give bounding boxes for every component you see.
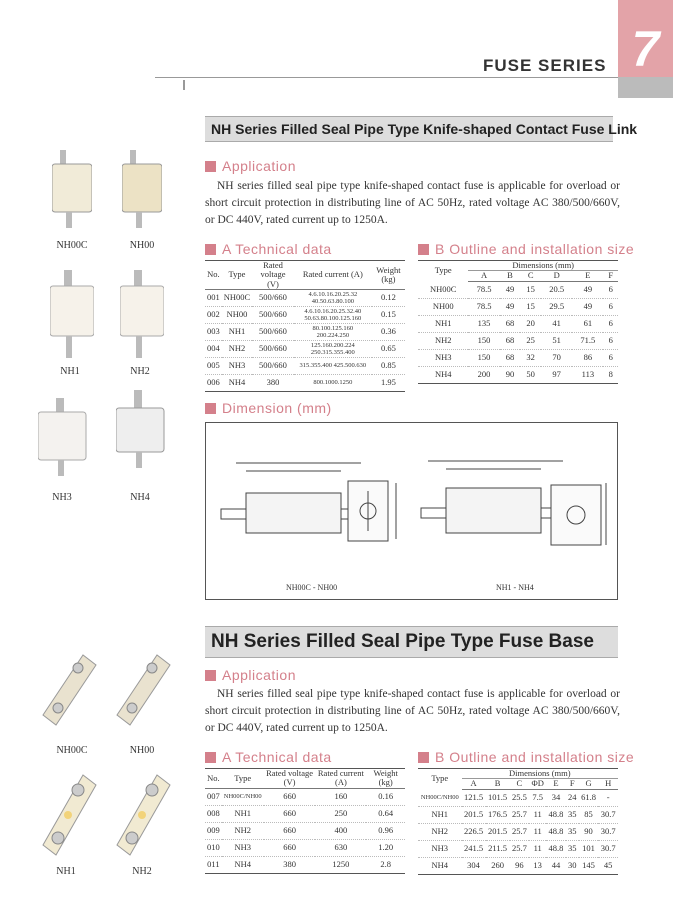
- table-cell: 010: [205, 839, 222, 856]
- col-header: Rated voltage (V): [264, 769, 316, 789]
- table-cell: 176.5: [486, 806, 510, 823]
- table-cell: 1250: [315, 856, 366, 873]
- photo-label: NH3: [52, 492, 72, 503]
- section2-outline-heading: [418, 749, 634, 765]
- table-cell: 6: [603, 298, 618, 315]
- table-cell: 0.64: [366, 805, 405, 822]
- col-header: E: [572, 271, 603, 281]
- table-cell: 48.8: [546, 806, 566, 823]
- table-cell: 97: [541, 366, 572, 383]
- table-cell: 49: [500, 281, 521, 298]
- table-cell: NH3: [222, 358, 252, 375]
- table-cell: 121.5: [462, 789, 486, 806]
- table-row: [418, 332, 618, 349]
- table-cell: 6: [603, 315, 618, 332]
- table-cell: NH3: [418, 349, 468, 366]
- table-cell: 4.6.10.16.20.25.32 40.50.63.80.100: [294, 290, 372, 307]
- fuse-photo-nh00: [122, 150, 162, 230]
- table-cell: 78.5: [468, 281, 499, 298]
- table-cell: NH3: [418, 840, 462, 857]
- table-cell: 11: [529, 823, 546, 840]
- col-header: A: [468, 271, 499, 281]
- section1-tech-heading: [205, 241, 332, 257]
- fuse-photo-nh2: [120, 270, 164, 360]
- table-cell: 500/660: [252, 341, 294, 358]
- table-cell: 35: [566, 806, 579, 823]
- section2-application-text: NH series filled seal pipe type knife-shaped contact fuse is applicable for overload or short circuit protection in distributing line of AC 50Hz, rated voltage AC 380/500/660V, or DC 440V, rated current up to 1250A.: [205, 688, 620, 734]
- col-header: Weight (kg): [372, 261, 405, 290]
- table-cell: 68: [500, 349, 521, 366]
- table-row: [205, 839, 405, 856]
- table-cell: 145: [579, 857, 599, 874]
- table-cell: 0.65: [372, 341, 405, 358]
- group-header: Dimensions (mm): [468, 261, 618, 271]
- table-cell: 0.85: [372, 358, 405, 375]
- section2-tech-heading: [205, 749, 332, 765]
- table-cell: NH1: [222, 324, 252, 341]
- fuse-base-photo-nh00c: [38, 650, 98, 730]
- table-cell: 30: [566, 857, 579, 874]
- table-row: [205, 341, 405, 358]
- table-cell: NH00: [222, 307, 252, 324]
- photo-label: NH00: [129, 240, 155, 251]
- table-cell: 660: [264, 839, 316, 856]
- table-cell: 20.5: [541, 281, 572, 298]
- table-cell: 1.95: [372, 375, 405, 392]
- section1-application-heading: [205, 158, 296, 174]
- table-row: [205, 290, 405, 307]
- table-cell: 61.8: [579, 789, 599, 806]
- table-cell: 315.355.400 425.500.630: [294, 358, 372, 375]
- col-header: Type: [418, 769, 462, 790]
- table-row: [418, 281, 618, 298]
- table-cell: NH2: [222, 341, 252, 358]
- section1-banner: NH Series Filled Seal Pipe Type Knife-shaped Contact Fuse Link: [205, 116, 613, 142]
- table-cell: 25.5: [510, 789, 530, 806]
- table-cell: 260: [486, 857, 510, 874]
- table-cell: 30.7: [598, 806, 618, 823]
- table-cell: 86: [572, 349, 603, 366]
- table-cell: 101.5: [486, 789, 510, 806]
- table-cell: 34: [546, 789, 566, 806]
- table-cell: 1.20: [366, 839, 405, 856]
- table-cell: 71.5: [572, 332, 603, 349]
- col-header: Type: [222, 769, 264, 789]
- section2-application-heading: [205, 667, 296, 683]
- heading-text: Dimension (mm): [222, 400, 332, 416]
- col-header: Type: [222, 261, 252, 290]
- fuse-base-photo-nh2: [112, 770, 172, 860]
- col-header: No.: [205, 261, 222, 290]
- table-cell: 660: [264, 788, 316, 805]
- table-cell: 48.8: [546, 840, 566, 857]
- table-row: [418, 840, 618, 857]
- table-cell: 50: [520, 366, 541, 383]
- table-cell: 150: [468, 349, 499, 366]
- chapter-number: 7: [631, 21, 660, 77]
- table-cell: NH4: [222, 856, 264, 873]
- table-cell: NH00C: [418, 281, 468, 298]
- table-cell: 150: [468, 332, 499, 349]
- table-cell: 68: [500, 315, 521, 332]
- section2-banner: NH Series Filled Seal Pipe Type Fuse Base: [205, 626, 618, 658]
- table-cell: 85: [579, 806, 599, 823]
- table-cell: 660: [264, 822, 316, 839]
- table-row: [205, 856, 405, 873]
- table-row: [205, 375, 405, 392]
- page-title: FUSE SERIES: [483, 56, 607, 75]
- table-row: [418, 315, 618, 332]
- table-cell: 61: [572, 315, 603, 332]
- table-cell: -: [598, 789, 618, 806]
- table-cell: NH00C/NH00: [222, 788, 264, 805]
- table-cell: 200: [468, 366, 499, 383]
- table-row: [418, 349, 618, 366]
- table-row: [418, 366, 618, 383]
- table-cell: 005: [205, 358, 222, 375]
- table-row: [205, 307, 405, 324]
- heading-text: Application: [222, 158, 296, 174]
- fuse-photo-nh00c: [52, 150, 92, 230]
- table-cell: NH1: [418, 806, 462, 823]
- heading-square-icon: [205, 244, 216, 255]
- table-cell: 15: [520, 281, 541, 298]
- table-cell: 400: [315, 822, 366, 839]
- table-cell: 4.6.10.16.20.25.32.40 50.63.80.100.125.160: [294, 307, 372, 324]
- col-header: F: [566, 779, 579, 789]
- table-cell: 201.5: [462, 806, 486, 823]
- table-cell: 25.7: [510, 806, 530, 823]
- dimension-drawing-box: [205, 422, 618, 600]
- section1-tech-table: [205, 260, 405, 392]
- group-header: Dimensions (mm): [462, 769, 618, 779]
- table-cell: NH00: [418, 298, 468, 315]
- table-cell: 135: [468, 315, 499, 332]
- table-cell: 96: [510, 857, 530, 874]
- table-cell: 0.16: [366, 788, 405, 805]
- table-cell: 90: [579, 823, 599, 840]
- col-header: F: [603, 271, 618, 281]
- col-header: Rated current (A): [315, 769, 366, 789]
- table-cell: 68: [500, 332, 521, 349]
- section1-dimension-heading: [205, 400, 332, 416]
- section1-outline-heading: [418, 241, 634, 257]
- table-cell: 78.5: [468, 298, 499, 315]
- photo-label: NH2: [132, 866, 152, 877]
- col-header: G: [579, 779, 599, 789]
- photo-label: NH4: [130, 492, 150, 503]
- table-cell: 44: [546, 857, 566, 874]
- dimension-caption-right: NH1 - NH4: [496, 583, 534, 592]
- table-cell: 500/660: [252, 307, 294, 324]
- col-header: C: [520, 271, 541, 281]
- table-cell: 24: [566, 789, 579, 806]
- table-cell: 80.100.125.160 200.224.250: [294, 324, 372, 341]
- col-header: E: [546, 779, 566, 789]
- table-cell: NH00C/NH00: [418, 789, 462, 806]
- table-cell: 007: [205, 788, 222, 805]
- fuse-base-photo-nh1: [38, 770, 98, 860]
- col-header: B: [500, 271, 521, 281]
- table-cell: 8: [603, 366, 618, 383]
- heading-square-icon: [205, 752, 216, 763]
- table-cell: 660: [264, 805, 316, 822]
- table-cell: 500/660: [252, 324, 294, 341]
- photo-label: NH00C: [56, 745, 88, 756]
- table-cell: NH1: [222, 805, 264, 822]
- photo-label: NH00: [129, 745, 155, 756]
- table-cell: 49: [572, 298, 603, 315]
- heading-square-icon: [205, 161, 216, 172]
- table-cell: NH4: [222, 375, 252, 392]
- col-header: Rated current (A): [294, 261, 372, 290]
- table-cell: 45: [598, 857, 618, 874]
- table-cell: NH4: [418, 366, 468, 383]
- table-row: [205, 822, 405, 839]
- table-cell: 008: [205, 805, 222, 822]
- table-cell: 800.1000.1250: [294, 375, 372, 392]
- heading-text: A Technical data: [222, 749, 332, 765]
- table-cell: 30.7: [598, 840, 618, 857]
- table-row: [205, 788, 405, 805]
- col-header: A: [462, 779, 486, 789]
- table-row: [205, 324, 405, 341]
- table-cell: 113: [572, 366, 603, 383]
- table-cell: 35: [566, 840, 579, 857]
- fuse-photo-nh4: [116, 390, 166, 470]
- table-cell: 0.96: [366, 822, 405, 839]
- table-row: [418, 298, 618, 315]
- dimension-drawing: [206, 423, 619, 601]
- table-cell: NH4: [418, 857, 462, 874]
- table-cell: 30.7: [598, 823, 618, 840]
- table-cell: 70: [541, 349, 572, 366]
- table-cell: 6: [603, 332, 618, 349]
- table-cell: 0.36: [372, 324, 405, 341]
- table-cell: NH2: [418, 332, 468, 349]
- heading-square-icon: [205, 670, 216, 681]
- table-cell: 211.5: [486, 840, 510, 857]
- table-cell: 49: [500, 298, 521, 315]
- photo-label: NH2: [130, 366, 150, 377]
- table-cell: 304: [462, 857, 486, 874]
- table-cell: 49: [572, 281, 603, 298]
- table-cell: 380: [252, 375, 294, 392]
- col-header: Weight (kg): [366, 769, 405, 789]
- table-cell: NH2: [222, 822, 264, 839]
- table-cell: 11: [529, 806, 546, 823]
- table-row: [418, 789, 618, 806]
- table-cell: 006: [205, 375, 222, 392]
- margin-mark: [183, 80, 185, 90]
- table-cell: 125.160.200.224 250.315.355.400: [294, 341, 372, 358]
- table-cell: 004: [205, 341, 222, 358]
- col-header: No.: [205, 769, 222, 789]
- table-cell: 101: [579, 840, 599, 857]
- table-cell: 009: [205, 822, 222, 839]
- table-cell: 25.7: [510, 823, 530, 840]
- col-header: C: [510, 779, 530, 789]
- heading-text: A Technical data: [222, 241, 332, 257]
- table-cell: 32: [520, 349, 541, 366]
- table-cell: 500/660: [252, 358, 294, 375]
- table-row: [205, 805, 405, 822]
- section1-outline-table: [418, 260, 618, 384]
- section1-application-text: NH series filled seal pipe type knife-shaped contact fuse is applicable for overload or short circuit protection in distributing line of AC 50Hz, rated voltage AC 380/500/660V, or DC 440V, rated current up to 1250A.: [205, 180, 620, 226]
- fuse-base-photo-nh00: [112, 650, 172, 730]
- col-header: Rated voltage (V): [252, 261, 294, 290]
- header-rule: [155, 77, 618, 78]
- table-cell: 13: [529, 857, 546, 874]
- photo-label: NH1: [60, 366, 80, 377]
- table-row: [418, 806, 618, 823]
- table-cell: 011: [205, 856, 222, 873]
- table-cell: 002: [205, 307, 222, 324]
- heading-text: Application: [222, 667, 296, 683]
- dimension-caption-left: NH00C - NH00: [286, 583, 338, 592]
- table-cell: 630: [315, 839, 366, 856]
- table-cell: 226.5: [462, 823, 486, 840]
- table-cell: 41: [541, 315, 572, 332]
- table-cell: 003: [205, 324, 222, 341]
- section2-tech-table: [205, 768, 405, 874]
- col-header: D: [541, 271, 572, 281]
- table-row: [418, 823, 618, 840]
- table-cell: 51: [541, 332, 572, 349]
- table-cell: 250: [315, 805, 366, 822]
- heading-square-icon: [418, 752, 429, 763]
- table-row: [418, 857, 618, 874]
- col-header: ΦD: [529, 779, 546, 789]
- table-cell: 20: [520, 315, 541, 332]
- fuse-photo-nh1: [50, 270, 94, 360]
- photo-label: NH1: [56, 866, 76, 877]
- table-cell: 2.8: [366, 856, 405, 873]
- table-cell: 500/660: [252, 290, 294, 307]
- heading-square-icon: [205, 403, 216, 414]
- table-cell: 380: [264, 856, 316, 873]
- col-header: Type: [418, 261, 468, 282]
- heading-text: B Outline and installation size: [435, 749, 635, 765]
- header-rule-block: [618, 77, 673, 98]
- table-cell: 15: [520, 298, 541, 315]
- table-cell: 201.5: [486, 823, 510, 840]
- col-header: B: [486, 779, 510, 789]
- section2-outline-table: [418, 768, 618, 875]
- heading-text: B Outline and installation size: [435, 241, 635, 257]
- fuse-photo-nh3: [38, 398, 88, 478]
- table-row: [205, 358, 405, 375]
- table-cell: 6: [603, 349, 618, 366]
- col-header: H: [598, 779, 618, 789]
- table-cell: 25.7: [510, 840, 530, 857]
- table-cell: 48.8: [546, 823, 566, 840]
- table-cell: 001: [205, 290, 222, 307]
- table-cell: NH2: [418, 823, 462, 840]
- table-cell: 0.15: [372, 307, 405, 324]
- table-cell: NH1: [418, 315, 468, 332]
- table-cell: 241.5: [462, 840, 486, 857]
- table-cell: NH3: [222, 839, 264, 856]
- table-cell: 11: [529, 840, 546, 857]
- heading-square-icon: [418, 244, 429, 255]
- table-cell: 7.5: [529, 789, 546, 806]
- table-cell: 6: [603, 281, 618, 298]
- table-cell: NH00C: [222, 290, 252, 307]
- table-cell: 0.12: [372, 290, 405, 307]
- table-cell: 29.5: [541, 298, 572, 315]
- table-cell: 25: [520, 332, 541, 349]
- table-cell: 90: [500, 366, 521, 383]
- table-cell: 160: [315, 788, 366, 805]
- photo-label: NH00C: [56, 240, 88, 251]
- table-cell: 35: [566, 823, 579, 840]
